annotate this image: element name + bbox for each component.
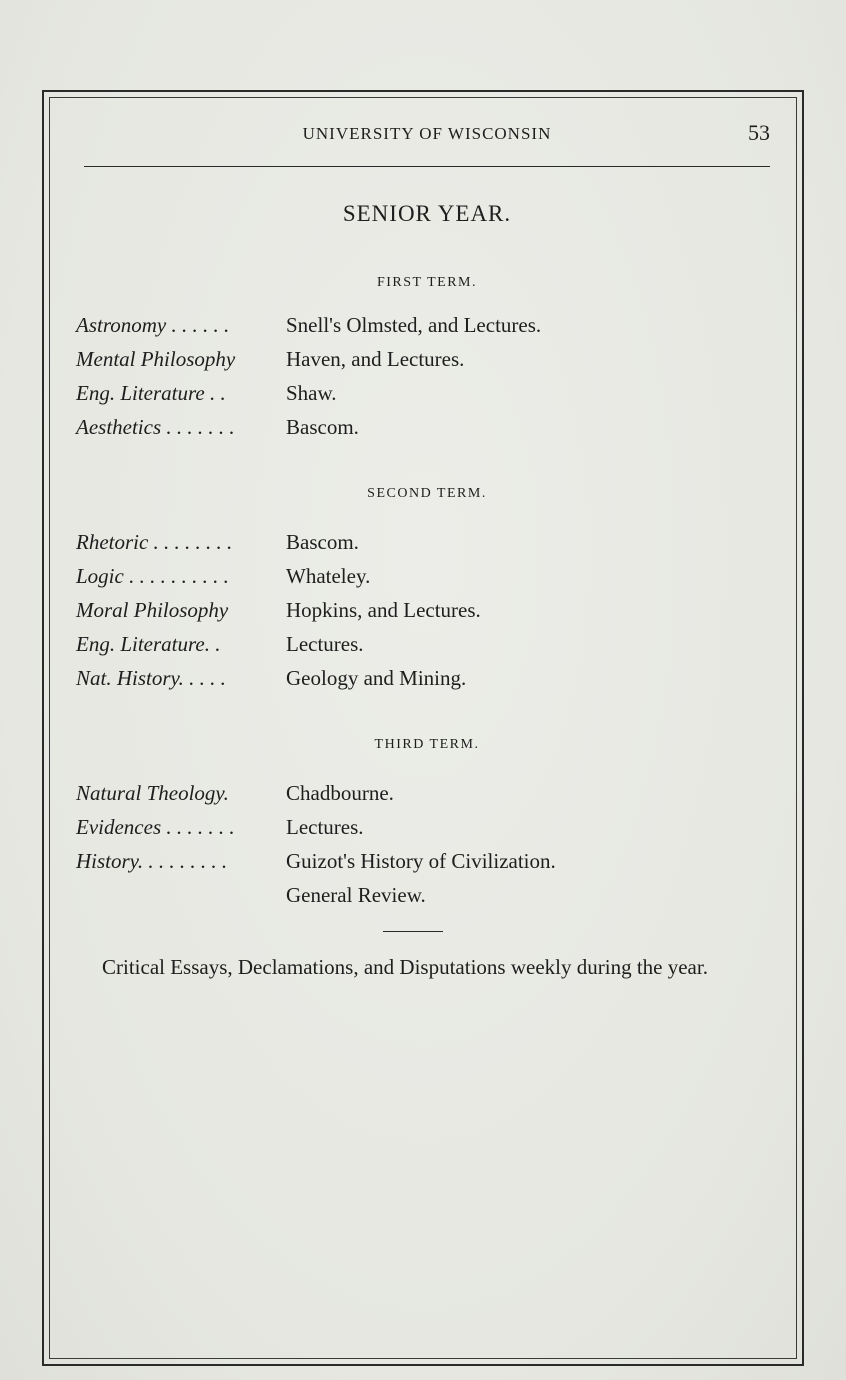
separator-rule xyxy=(383,931,443,932)
closing-note: Critical Essays, Declamations, and Disputations weekly during the year. xyxy=(102,955,708,979)
course-text: Whateley. xyxy=(286,564,371,588)
course-text: Haven, and Lectures. xyxy=(286,347,465,371)
course-row xyxy=(76,564,776,598)
course-text: Snell's Olmsted, and Lectures. xyxy=(286,313,542,337)
course-row xyxy=(76,666,776,700)
course-subject: History. . . . . . . . . xyxy=(76,849,228,873)
course-row xyxy=(76,381,776,415)
course-subject: Natural Theology. xyxy=(76,781,229,805)
course-subject: Nat. History. . . . . xyxy=(76,666,226,690)
course-row xyxy=(76,883,776,917)
term-heading-third: THIRD TERM. xyxy=(374,737,480,752)
course-text: Hopkins, and Lectures. xyxy=(286,598,481,622)
course-subject: Eng. Literature. . xyxy=(76,632,221,656)
course-row xyxy=(76,347,776,381)
course-row xyxy=(76,530,776,564)
year-heading: SENIOR YEAR. xyxy=(342,201,512,226)
course-text: Lectures. xyxy=(286,632,364,656)
course-subject: Moral Philosophy xyxy=(76,598,229,622)
course-row xyxy=(76,598,776,632)
course-text: Shaw. xyxy=(286,381,337,405)
course-text: Bascom. xyxy=(286,530,359,554)
term-heading-first: FIRST TERM. xyxy=(376,275,477,290)
course-subject: Mental Philosophy xyxy=(76,347,236,371)
term-heading-second: SECOND TERM. xyxy=(367,486,487,501)
course-subject: Eng. Literature . . xyxy=(76,381,226,405)
course-subject: Aesthetics . . . . . . . xyxy=(76,415,235,439)
course-subject: Logic . . . . . . . . . . xyxy=(76,564,229,588)
course-text: Geology and Mining. xyxy=(286,666,467,690)
course-subject: Evidences . . . . . . . xyxy=(76,815,235,839)
course-text: Chadbourne. xyxy=(286,781,394,805)
course-row xyxy=(76,781,776,815)
course-text: Lectures. xyxy=(286,815,364,839)
course-row xyxy=(76,415,776,449)
header-rule xyxy=(84,166,770,167)
running-head xyxy=(84,122,770,148)
course-text: Bascom. xyxy=(286,415,359,439)
course-row xyxy=(76,632,776,666)
course-row xyxy=(76,849,776,883)
course-subject: Astronomy . . . . . . xyxy=(76,313,230,337)
course-text: Guizot's History of Civilization. xyxy=(286,849,556,873)
course-row xyxy=(76,313,776,347)
page-number: 53 xyxy=(748,120,770,145)
course-row xyxy=(76,815,776,849)
course-text: General Review. xyxy=(286,883,426,907)
course-subject: Rhetoric . . . . . . . . xyxy=(76,530,233,554)
running-head-title: UNIVERSITY OF WISCONSIN xyxy=(302,124,552,143)
